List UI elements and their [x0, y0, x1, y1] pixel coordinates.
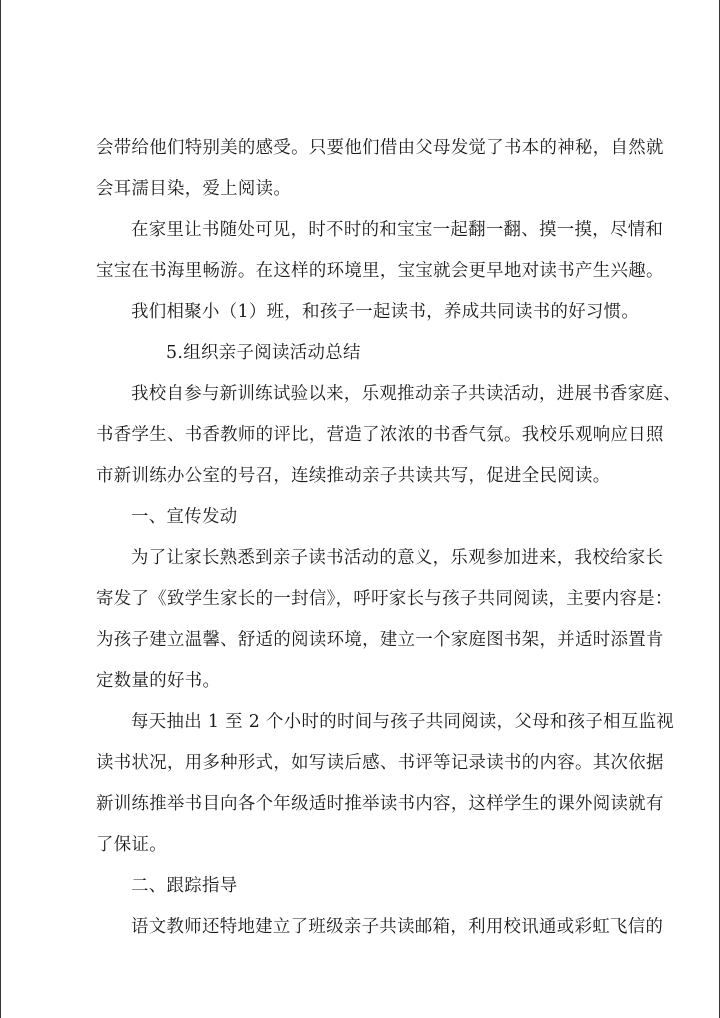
section-heading: 5.组织亲子阅读活动总结	[166, 343, 361, 363]
text-line: 了保证。	[96, 835, 167, 855]
text-line: 寄发了《致学生家长的一封信》，呼吁家长与孩子共同阅读，主要内容是：	[96, 589, 673, 609]
text-line: 为了让家长熟悉到亲子读书活动的意义，乐观参加进来，我校给家长	[131, 548, 664, 568]
text-line: 每天抽出 1 至 2 个小时的时间与孩子共同阅读，父母和孩子相互监视	[131, 712, 675, 732]
text-line: 语文教师还特地建立了班级亲子共读邮箱，利用校讯通或彩虹飞信的	[131, 917, 664, 937]
document-body	[96, 128, 681, 948]
text-line: 读书状况，用多种形式，如写读后感、书评等记录读书的内容。其次依据	[96, 753, 664, 773]
text-line: 我校自参与新训练试验以来，乐观推动亲子共读活动，进展书香家庭、	[131, 384, 681, 404]
text-line: 宝宝在书海里畅游。在这样的环境里，宝宝就会更早地对读书产生兴趣。	[96, 261, 664, 281]
text-line: 我们相聚小（1）班，和孩子一起读书，养成共同读书的好习惯。	[131, 302, 640, 322]
section-heading: 二、跟踪指导	[131, 876, 238, 896]
text-line: 新训练推举书目向各个年级适时推举读书内容，这样学生的课外阅读就有	[96, 794, 664, 814]
page-left-border	[0, 0, 1, 1018]
text-line: 为孩子建立温馨、舒适的阅读环境，建立一个家庭图书架，并适时添置肯	[96, 630, 664, 650]
text-line: 定数量的好书。	[96, 671, 221, 691]
text-line: 会带给他们特别美的感受。只要他们借由父母发觉了书本的神秘，自然就	[96, 138, 664, 158]
text-line: 会耳濡目染，爱上阅读。	[96, 179, 292, 199]
text-line: 在家里让书随处可见，时不时的和宝宝一起翻一翻、摸一摸，尽情和	[131, 220, 664, 240]
section-heading: 一、宣传发动	[131, 507, 238, 527]
text-line: 市新训练办公室的号召，连续推动亲子共读共写，促进全民阅读。	[96, 466, 611, 486]
text-line: 书香学生、书香教师的评比，营造了浓浓的书香气氛。我校乐观响应日照	[96, 425, 664, 445]
